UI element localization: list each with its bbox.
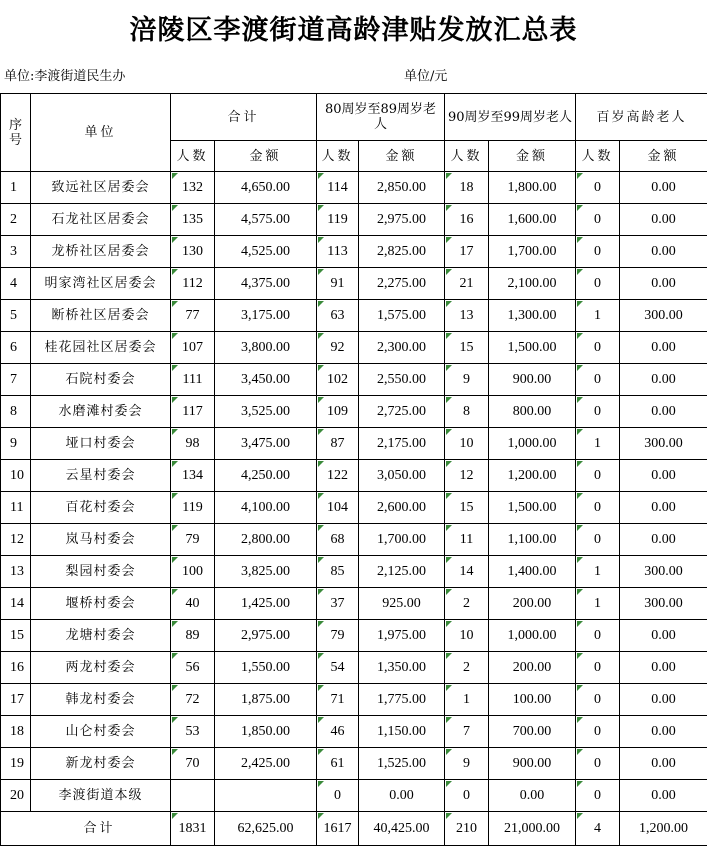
amount-80-89-cell: 1,575.00 <box>359 300 445 332</box>
table-row <box>1 300 707 332</box>
amount-100-cell: 0.00 <box>620 364 707 396</box>
amount-80-89-cell: 2,550.00 <box>359 364 445 396</box>
people-80-89-cell: 68 <box>317 524 359 556</box>
total-people-cell: 134 <box>171 460 215 492</box>
people-100-cell: 0 <box>576 268 620 300</box>
amount-90-99-cell: 1,000.00 <box>489 428 576 460</box>
people-90-99-cell: 10 <box>445 620 489 652</box>
total-people-cell: 132 <box>171 172 215 204</box>
people-80-89-cell: 1617 <box>317 812 359 846</box>
amount-90-99-cell: 0.00 <box>489 780 576 812</box>
total-people-cell: 77 <box>171 300 215 332</box>
unit-name-cell: 云星村委会 <box>31 460 171 492</box>
total-amount-cell: 2,975.00 <box>215 620 317 652</box>
total-people-cell: 70 <box>171 748 215 780</box>
total-people-cell: 1831 <box>171 812 215 846</box>
people-90-99-cell: 1 <box>445 684 489 716</box>
people-80-89-cell: 92 <box>317 332 359 364</box>
header-people: 人数 <box>171 141 215 172</box>
seq-cell: 14 <box>1 588 31 620</box>
people-90-99-cell: 9 <box>445 748 489 780</box>
people-80-89-cell: 102 <box>317 364 359 396</box>
people-90-99-cell: 13 <box>445 300 489 332</box>
seq-cell: 5 <box>1 300 31 332</box>
page-title: 涪陵区李渡街道高龄津贴发放汇总表 <box>129 14 578 46</box>
total-people-cell: 117 <box>171 396 215 428</box>
header-90-99: 90周岁至99周岁老人 <box>445 94 576 141</box>
table-row <box>1 204 707 236</box>
people-100-cell: 0 <box>576 492 620 524</box>
total-amount-cell: 4,375.00 <box>215 268 317 300</box>
people-80-89-cell: 122 <box>317 460 359 492</box>
people-100-cell: 0 <box>576 332 620 364</box>
people-90-99-cell: 17 <box>445 236 489 268</box>
people-90-99-cell: 2 <box>445 588 489 620</box>
people-80-89-cell: 119 <box>317 204 359 236</box>
total-people-cell: 119 <box>171 492 215 524</box>
table-row <box>1 364 707 396</box>
amount-80-89-cell: 0.00 <box>359 780 445 812</box>
total-people-cell: 40 <box>171 588 215 620</box>
unit-name-cell: 山仑村委会 <box>31 716 171 748</box>
amount-90-99-cell: 700.00 <box>489 716 576 748</box>
total-people-cell: 98 <box>171 428 215 460</box>
people-100-cell: 1 <box>576 428 620 460</box>
people-100-cell: 1 <box>576 588 620 620</box>
amount-80-89-cell: 2,175.00 <box>359 428 445 460</box>
total-people-cell: 135 <box>171 204 215 236</box>
total-amount-cell: 1,550.00 <box>215 652 317 684</box>
header-amount: 金额 <box>489 141 576 172</box>
total-amount-cell: 3,525.00 <box>215 396 317 428</box>
table-row <box>1 588 707 620</box>
seq-cell: 13 <box>1 556 31 588</box>
people-90-99-cell: 18 <box>445 172 489 204</box>
totals-row <box>1 812 707 846</box>
people-90-99-cell: 15 <box>445 332 489 364</box>
amount-90-99-cell: 1,600.00 <box>489 204 576 236</box>
amount-100-cell: 0.00 <box>620 780 707 812</box>
amount-90-99-cell: 1,100.00 <box>489 524 576 556</box>
amount-80-89-cell: 2,600.00 <box>359 492 445 524</box>
total-people-cell: 130 <box>171 236 215 268</box>
amount-90-99-cell: 1,800.00 <box>489 172 576 204</box>
people-100-cell: 0 <box>576 652 620 684</box>
amount-90-99-cell: 800.00 <box>489 396 576 428</box>
allowance-table <box>0 93 707 846</box>
amount-90-99-cell: 2,100.00 <box>489 268 576 300</box>
unit-name-cell: 水磨滩村委会 <box>31 396 171 428</box>
amount-100-cell: 0.00 <box>620 396 707 428</box>
seq-cell: 19 <box>1 748 31 780</box>
people-80-89-cell: 91 <box>317 268 359 300</box>
table-row <box>1 652 707 684</box>
amount-100-cell: 0.00 <box>620 684 707 716</box>
amount-90-99-cell: 1,700.00 <box>489 236 576 268</box>
people-80-89-cell: 114 <box>317 172 359 204</box>
header-unit: 单位 <box>31 94 171 172</box>
header-people: 人数 <box>445 141 489 172</box>
people-100-cell: 1 <box>576 300 620 332</box>
table-row <box>1 524 707 556</box>
amount-100-cell: 0.00 <box>620 652 707 684</box>
amount-90-99-cell: 1,500.00 <box>489 492 576 524</box>
amount-80-89-cell: 2,850.00 <box>359 172 445 204</box>
unit-name-cell: 新龙村委会 <box>31 748 171 780</box>
amount-90-99-cell: 100.00 <box>489 684 576 716</box>
amount-100-cell: 0.00 <box>620 332 707 364</box>
header-people: 人数 <box>576 141 620 172</box>
people-100-cell: 0 <box>576 204 620 236</box>
amount-90-99-cell: 200.00 <box>489 652 576 684</box>
people-80-89-cell: 109 <box>317 396 359 428</box>
people-80-89-cell: 0 <box>317 780 359 812</box>
header-100: 百岁高龄老人 <box>576 94 707 141</box>
people-100-cell: 0 <box>576 748 620 780</box>
amount-100-cell: 0.00 <box>620 268 707 300</box>
people-100-cell: 0 <box>576 780 620 812</box>
people-90-99-cell: 0 <box>445 780 489 812</box>
amount-80-89-cell: 1,350.00 <box>359 652 445 684</box>
header-amount: 金额 <box>620 141 707 172</box>
table-row <box>1 268 707 300</box>
currency-label: 单位/元 <box>404 68 448 84</box>
total-people-cell: 112 <box>171 268 215 300</box>
amount-100-cell: 0.00 <box>620 620 707 652</box>
people-90-99-cell: 12 <box>445 460 489 492</box>
total-people-cell <box>171 780 215 812</box>
amount-80-89-cell: 40,425.00 <box>359 812 445 846</box>
total-amount-cell: 4,575.00 <box>215 204 317 236</box>
amount-90-99-cell: 21,000.00 <box>489 812 576 846</box>
amount-80-89-cell: 1,150.00 <box>359 716 445 748</box>
total-people-cell: 107 <box>171 332 215 364</box>
total-people-cell: 72 <box>171 684 215 716</box>
unit-name-cell: 龙塘村委会 <box>31 620 171 652</box>
people-90-99-cell: 14 <box>445 556 489 588</box>
amount-100-cell: 0.00 <box>620 748 707 780</box>
table-row <box>1 684 707 716</box>
amount-80-89-cell: 1,525.00 <box>359 748 445 780</box>
amount-100-cell: 0.00 <box>620 204 707 236</box>
people-90-99-cell: 21 <box>445 268 489 300</box>
amount-90-99-cell: 1,200.00 <box>489 460 576 492</box>
unit-name-cell: 明家湾社区居委会 <box>31 268 171 300</box>
unit-name-cell: 岚马村委会 <box>31 524 171 556</box>
unit-label: 单位:李渡街道民生办 <box>4 68 126 84</box>
seq-cell: 20 <box>1 780 31 812</box>
people-80-89-cell: 87 <box>317 428 359 460</box>
amount-80-89-cell: 2,825.00 <box>359 236 445 268</box>
seq-cell: 9 <box>1 428 31 460</box>
total-people-cell: 56 <box>171 652 215 684</box>
seq-cell: 16 <box>1 652 31 684</box>
amount-100-cell: 300.00 <box>620 556 707 588</box>
amount-80-89-cell: 3,050.00 <box>359 460 445 492</box>
unit-name-cell: 石龙社区居委会 <box>31 204 171 236</box>
amount-90-99-cell: 1,000.00 <box>489 620 576 652</box>
total-people-cell: 79 <box>171 524 215 556</box>
amount-80-89-cell: 925.00 <box>359 588 445 620</box>
people-100-cell: 0 <box>576 364 620 396</box>
amount-100-cell: 300.00 <box>620 588 707 620</box>
unit-name-cell: 两龙村委会 <box>31 652 171 684</box>
unit-name-cell: 梨园村委会 <box>31 556 171 588</box>
table-row <box>1 716 707 748</box>
amount-90-99-cell: 1,400.00 <box>489 556 576 588</box>
people-100-cell: 0 <box>576 172 620 204</box>
people-100-cell: 0 <box>576 684 620 716</box>
amount-80-89-cell: 1,975.00 <box>359 620 445 652</box>
people-80-89-cell: 85 <box>317 556 359 588</box>
people-90-99-cell: 7 <box>445 716 489 748</box>
amount-100-cell: 1,200.00 <box>620 812 707 846</box>
people-100-cell: 0 <box>576 460 620 492</box>
table-row <box>1 172 707 204</box>
total-amount-cell: 2,800.00 <box>215 524 317 556</box>
people-90-99-cell: 2 <box>445 652 489 684</box>
unit-name-cell: 垭口村委会 <box>31 428 171 460</box>
people-90-99-cell: 15 <box>445 492 489 524</box>
seq-cell: 1 <box>1 172 31 204</box>
people-90-99-cell: 10 <box>445 428 489 460</box>
people-100-cell: 0 <box>576 716 620 748</box>
amount-80-89-cell: 2,300.00 <box>359 332 445 364</box>
total-amount-cell: 4,100.00 <box>215 492 317 524</box>
amount-80-89-cell: 1,775.00 <box>359 684 445 716</box>
seq-cell: 3 <box>1 236 31 268</box>
people-100-cell: 0 <box>576 524 620 556</box>
amount-80-89-cell: 2,725.00 <box>359 396 445 428</box>
amount-80-89-cell: 1,700.00 <box>359 524 445 556</box>
amount-90-99-cell: 1,300.00 <box>489 300 576 332</box>
people-80-89-cell: 46 <box>317 716 359 748</box>
total-amount-cell: 4,525.00 <box>215 236 317 268</box>
total-amount-cell: 1,875.00 <box>215 684 317 716</box>
amount-90-99-cell: 900.00 <box>489 748 576 780</box>
total-amount-cell: 3,450.00 <box>215 364 317 396</box>
totals-label: 合计 <box>1 812 171 846</box>
table-row <box>1 780 707 812</box>
unit-name-cell: 堰桥村委会 <box>31 588 171 620</box>
total-amount-cell: 3,825.00 <box>215 556 317 588</box>
amount-100-cell: 300.00 <box>620 428 707 460</box>
unit-name-cell: 龙桥社区居委会 <box>31 236 171 268</box>
header-80-89: 80周岁至89周岁老人 <box>317 94 445 141</box>
table-row <box>1 620 707 652</box>
amount-90-99-cell: 1,500.00 <box>489 332 576 364</box>
table-row <box>1 396 707 428</box>
total-amount-cell: 3,475.00 <box>215 428 317 460</box>
total-amount-cell <box>215 780 317 812</box>
people-90-99-cell: 210 <box>445 812 489 846</box>
seq-cell: 18 <box>1 716 31 748</box>
total-people-cell: 111 <box>171 364 215 396</box>
unit-name-cell: 石院村委会 <box>31 364 171 396</box>
amount-100-cell: 0.00 <box>620 236 707 268</box>
people-100-cell: 0 <box>576 396 620 428</box>
header-total: 合计 <box>171 94 317 141</box>
table-row <box>1 332 707 364</box>
seq-cell: 2 <box>1 204 31 236</box>
amount-90-99-cell: 200.00 <box>489 588 576 620</box>
total-amount-cell: 4,650.00 <box>215 172 317 204</box>
seq-cell: 4 <box>1 268 31 300</box>
people-80-89-cell: 63 <box>317 300 359 332</box>
people-100-cell: 0 <box>576 620 620 652</box>
total-amount-cell: 3,175.00 <box>215 300 317 332</box>
header-amount: 金额 <box>359 141 445 172</box>
people-80-89-cell: 79 <box>317 620 359 652</box>
people-80-89-cell: 37 <box>317 588 359 620</box>
table-row <box>1 556 707 588</box>
people-100-cell: 1 <box>576 556 620 588</box>
people-80-89-cell: 71 <box>317 684 359 716</box>
table-row <box>1 492 707 524</box>
amount-80-89-cell: 2,125.00 <box>359 556 445 588</box>
amount-80-89-cell: 2,275.00 <box>359 268 445 300</box>
amount-100-cell: 0.00 <box>620 172 707 204</box>
people-90-99-cell: 16 <box>445 204 489 236</box>
people-100-cell: 4 <box>576 812 620 846</box>
unit-name-cell: 百花村委会 <box>31 492 171 524</box>
total-amount-cell: 1,425.00 <box>215 588 317 620</box>
seq-cell: 12 <box>1 524 31 556</box>
seq-cell: 15 <box>1 620 31 652</box>
header-seq: 序号 <box>1 94 31 172</box>
people-80-89-cell: 61 <box>317 748 359 780</box>
total-people-cell: 89 <box>171 620 215 652</box>
table-row <box>1 428 707 460</box>
people-80-89-cell: 104 <box>317 492 359 524</box>
header-people: 人数 <box>317 141 359 172</box>
unit-name-cell: 李渡街道本级 <box>31 780 171 812</box>
total-amount-cell: 2,425.00 <box>215 748 317 780</box>
amount-100-cell: 0.00 <box>620 492 707 524</box>
people-100-cell: 0 <box>576 236 620 268</box>
amount-100-cell: 0.00 <box>620 460 707 492</box>
amount-100-cell: 0.00 <box>620 716 707 748</box>
total-amount-cell: 4,250.00 <box>215 460 317 492</box>
seq-cell: 6 <box>1 332 31 364</box>
people-80-89-cell: 54 <box>317 652 359 684</box>
amount-90-99-cell: 900.00 <box>489 364 576 396</box>
seq-cell: 17 <box>1 684 31 716</box>
table-row <box>1 236 707 268</box>
total-amount-cell: 3,800.00 <box>215 332 317 364</box>
seq-cell: 7 <box>1 364 31 396</box>
total-amount-cell: 1,850.00 <box>215 716 317 748</box>
table-row <box>1 748 707 780</box>
total-people-cell: 100 <box>171 556 215 588</box>
table-row <box>1 460 707 492</box>
people-90-99-cell: 11 <box>445 524 489 556</box>
seq-cell: 10 <box>1 460 31 492</box>
people-90-99-cell: 9 <box>445 364 489 396</box>
amount-100-cell: 0.00 <box>620 524 707 556</box>
unit-name-cell: 断桥社区居委会 <box>31 300 171 332</box>
seq-cell: 8 <box>1 396 31 428</box>
amount-100-cell: 300.00 <box>620 300 707 332</box>
unit-name-cell: 韩龙村委会 <box>31 684 171 716</box>
seq-cell: 11 <box>1 492 31 524</box>
unit-name-cell: 桂花园社区居委会 <box>31 332 171 364</box>
header-amount: 金额 <box>215 141 317 172</box>
unit-name-cell: 致远社区居委会 <box>31 172 171 204</box>
total-people-cell: 53 <box>171 716 215 748</box>
people-80-89-cell: 113 <box>317 236 359 268</box>
total-amount-cell: 62,625.00 <box>215 812 317 846</box>
amount-80-89-cell: 2,975.00 <box>359 204 445 236</box>
people-90-99-cell: 8 <box>445 396 489 428</box>
